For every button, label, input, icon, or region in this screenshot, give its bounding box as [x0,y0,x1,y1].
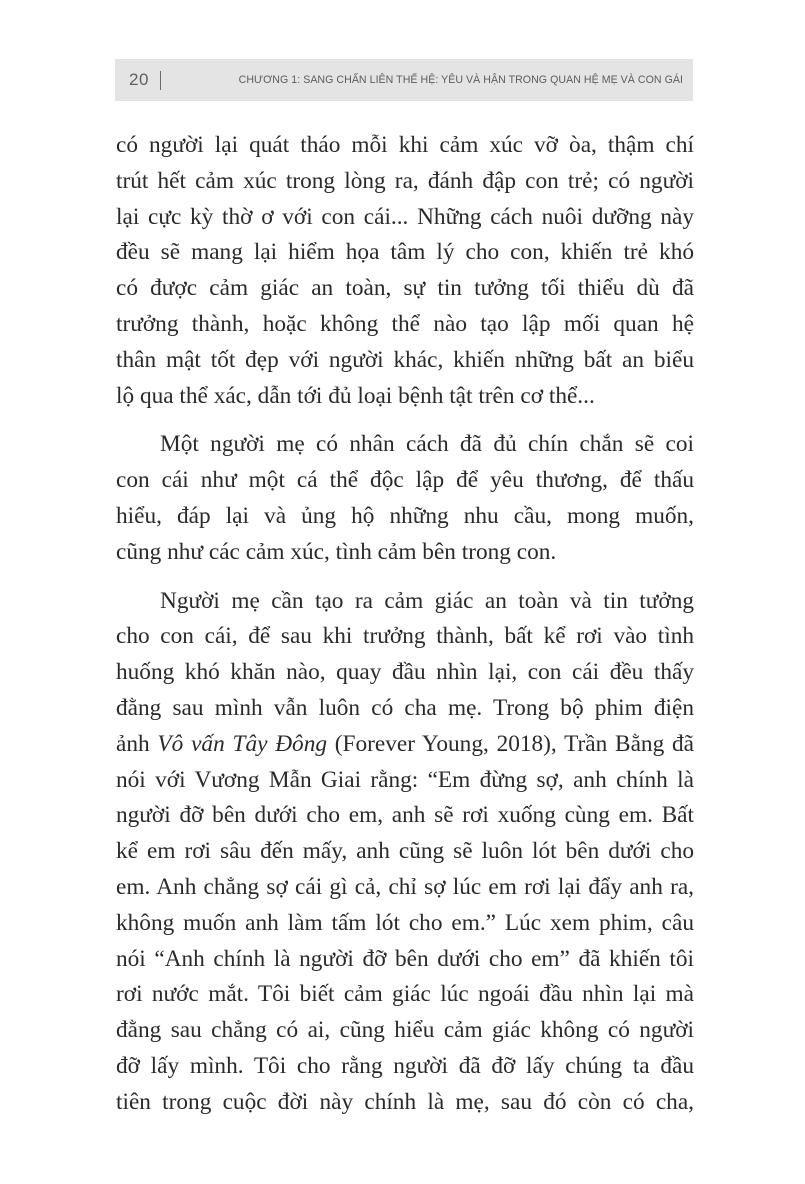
film-title: Vô vấn Tây Đông [157,730,327,757]
text-line: người đỡ bên dưới cho em, anh sẽ rơi xuống cùng em. Bất [116,802,694,829]
text-line: nói “Anh chính là người đỡ bên dưới cho em” đã khiến tôi [116,945,694,972]
text-line: huống khó khăn nào, quay đầu nhìn lại, con cái đều thấy [116,659,694,686]
film-line-suffix: (Forever Young, 2018), Trần Bằng đã [327,730,694,757]
text-line: lộ qua thể xác, dẫn tới đủ loại bệnh tật trên cơ thể... [116,382,595,409]
text-line: cũng như các cảm xúc, tình cảm bên trong con. [116,538,557,565]
running-header [115,59,693,101]
text-line: thân mật tốt đẹp với người khác, khiến những bất an biểu [116,346,694,373]
text-line: trút hết cảm xúc trong lòng ra, đánh đập con trẻ; có người [116,167,694,194]
text-line: lại cực kỳ thờ ơ với con cái... Những cách nuôi dưỡng này [116,203,694,230]
text-line: nói với Vương Mẫn Giai rằng: “Em đừng sợ, anh chính là [116,766,694,793]
text-line: có được cảm giác an toàn, sự tin tưởng tối thiểu dù đã [116,275,694,302]
text-line: Người mẹ cần tạo ra cảm giác an toàn và tin tưởng [160,587,694,614]
text-line: rơi nước mắt. Tôi biết cảm giác lúc ngoái đầu nhìn lại mà [116,981,694,1008]
page-number: 20 [129,70,149,89]
text-line: kể em rơi sâu đến mấy, anh cũng sẽ luôn lót bên dưới cho [116,838,694,865]
paragraph-3 [116,584,694,1121]
text-line: có người lại quát tháo mỗi khi cảm xúc vỡ òa, thậm chí [116,132,694,158]
paragraph-2 [116,427,694,570]
paragraph-1 [116,128,694,414]
text-line: đều sẽ mang lại hiểm họa tâm lý cho con, khiến trẻ khó [116,239,694,266]
header-divider [160,71,162,90]
text-line: hiểu, đáp lại và ủng hộ những nhu cầu, mong muốn, [116,502,694,529]
page-body [116,128,694,1134]
text-line: không muốn anh làm tấm lót cho em.” Lúc xem phim, câu [116,909,694,936]
text-line: em. Anh chẳng sợ cái gì cả, chỉ sợ lúc em rơi lại đẩy anh ra, [116,873,694,900]
film-line-prefix: ảnh [116,730,158,757]
text-line: đỡ lấy mình. Tôi cho rằng người đã đỡ lấy chúng ta đầu [116,1052,694,1079]
text-line: cho con cái, để sau khi trưởng thành, bất kể rơi vào tình [116,623,694,650]
text-line: Một người mẹ có nhân cách đã đủ chín chắn sẽ coi [160,431,694,458]
text-line-film [116,727,694,763]
text-line: con cái như một cá thể độc lập để yêu thương, để thấu [116,467,694,494]
chapter-title: CHƯƠNG 1: SANG CHẤN LIÊN THẾ HỆ: YÊU VÀ HẬN TRONG QUAN HỆ MẸ VÀ CON GÁI [238,74,683,86]
text-line: trưởng thành, hoặc không thể nào tạo lập mối quan hệ [116,310,694,337]
text-line: đằng sau chẳng có ai, cũng hiểu cảm giác không có người [116,1017,694,1044]
text-line: đằng sau mình vẫn luôn có cha mẹ. Trong bộ phim điện [116,694,694,721]
text-line: tiên trong cuộc đời này chính là mẹ, sau đó còn có cha, [116,1088,694,1115]
